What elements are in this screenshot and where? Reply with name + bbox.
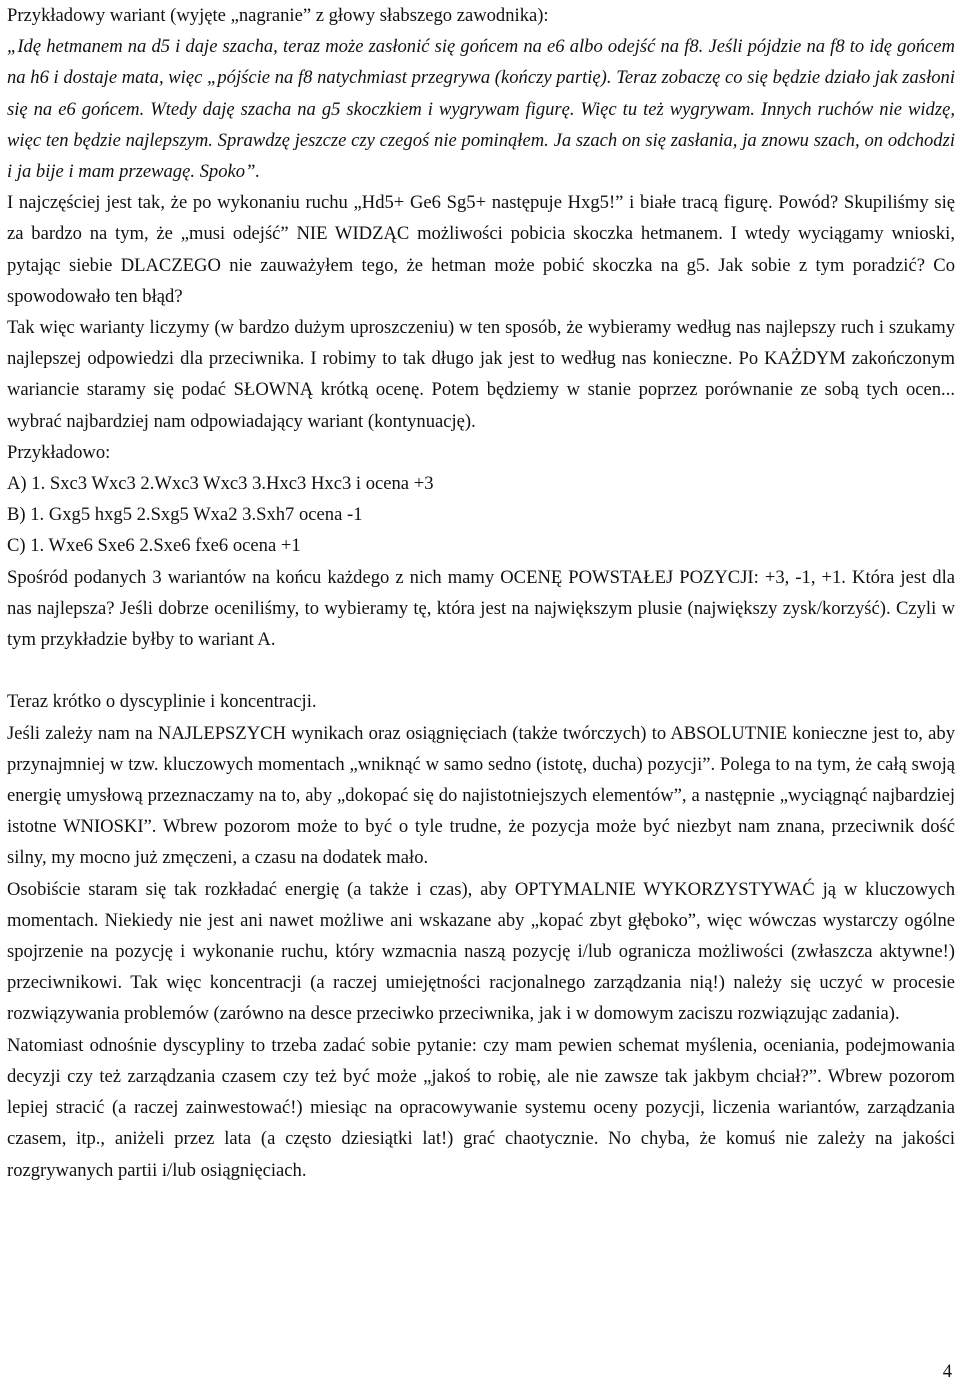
variant-c: C) 1. Wxe6 Sxe6 2.Sxe6 fxe6 ocena +1 bbox=[7, 535, 301, 557]
blank-line bbox=[7, 655, 955, 686]
section-heading-discipline: Teraz krótko o dyscyplinie i koncentracji. bbox=[7, 691, 317, 713]
paragraph-evaluation: Spośród podanych 3 wariantów na końcu każdego z nich mamy OCENĘ POWSTAŁEJ POZYCJI: +3, -1, +1. Która jest dla nas najlepsza? Jeśli dobrze oceniliśmy, to wybieramy tę, która jest na największym plusie (największy zysk/korzyść). Czyli w tym przykładzie byłby to wariant A. bbox=[7, 566, 955, 651]
quoted-thought-process: „Idę hetmanem na d5 i daje szacha, teraz może zasłonić się gońcem na e6 albo odejść na f8. Jeśli pójdzie na f8 to idę gońcem na h6 i dostaje mata, więc „pójście na f8 natychmiast przegrywa (kończy partię). Teraz zobaczę co się będzie działo jak zasłoni się na e6 gońcem. Wtedy daję szacha na g5 skoczkiem i wygrywam figurę. Więc tu też wygrywam. Innych ruchów nie widzę, więc ten będzie najlepszym. Sprawdzę jeszcze czy czegoś nie pominąłem. Ja szach on się zasłania, ja znowu szach, on odchodzi i ja bije i mam przewagę. Spoko”. bbox=[7, 36, 955, 183]
paragraph-personally: Osobiście staram się tak rozkładać energię (a także i czas), aby OPTYMALNIE WYKORZYSTYWAĆ ją w kluczowych momentach. Niekiedy nie jest ani nawet możliwe ani wskazane aby „kopać zbyt głęboko”, więc wówczas wystarczy ogólne spojrzenie na pozycję i wykonanie ruchu, który wzmacnia naszą pozycję i/lub ogranicza możliwości (zwłaszcza aktywne!) przeciwnikowi. Tak więc koncentracji (a raczej umiejętności racjonalnego zarządzania nią!) należy się uczyć w procesie rozwiązywania problemów (zarówno na desce przeciwko przeciwnika, jak i w domowym zaciszu rozwiązując zadania). bbox=[7, 878, 955, 1025]
paragraph-discipline: Natomiast odnośnie dyscypliny to trzeba zadać sobie pytanie: czy mam pewien schemat myślenia, oceniania, podejmowania decyzji czy też zarządzania czasem czy też być może „jakoś to robię, ale nie zawsze tak jakbym chciał?”. Wbrew pozorom lepiej stracić (a raczej zainwestować!) miesiąc na opracowywanie systemu oceny pozycji, liczenia wariantów, zarządzania czasem, itp., aniżeli przez lata (a często dziesiątki lat!) grać chaotycznie. No chyba, że komuś nie zależy na jakości rozgrywanych partii i/lub osiągnięciach. bbox=[7, 1034, 955, 1181]
document-body bbox=[7, 0, 955, 1186]
intro-line: Przykładowy wariant (wyjęte „nagranie” z głowy słabszego zawodnika): bbox=[7, 5, 549, 26]
example-label: Przykładowo: bbox=[7, 441, 111, 463]
paragraph-calculating-variants: Tak więc warianty liczymy (w bardzo dużym uproszczeniu) w ten sposób, że wybieramy według nas najlepszy ruch i szukamy najlepszej odpowiedzi dla przeciwnika. I robimy to tak długo jak jest to według nas konieczne. Po KAŻDYM zakończonym wariancie staramy się podać SŁOWNĄ krótką ocenę. Potem będziemy w stanie poprzez porównanie ze sobą tych ocen... wybrać najbardziej nam odpowiadający wariant (kontynuację). bbox=[7, 317, 955, 432]
paragraph-best-results: Jeśli zależy nam na NAJLEPSZYCH wynikach oraz osiągnięciach (także twórczych) to ABSOLUTNIE konieczne jest to, aby przynajmniej w tzw. kluczowych momentach „wniknąć w samo sedno (istotę, ducha) pozycji”. Polega to na tym, że całą swoją energię umysłową przeznaczamy na to, aby „dokopać się do najistotniejszych elementów”, a następnie „wyciągnąć najbardziej istotne WNIOSKI”. Wbrew pozorom może to być o tyle trudne, że pozycja może być niezbyt nam znana, przeciwnik dość silny, my mocno już zmęczeni, a czasu na dodatek mało. bbox=[7, 722, 955, 869]
paragraph-frequent-mistake: I najczęściej jest tak, że po wykonaniu ruchu „Hd5+ Ge6 Sg5+ następuje Hxg5!” i białe tracą figurę. Powód? Skupiliśmy się za bardzo na tym, że „musi odejść” NIE WIDZĄC możliwości pobicia skoczka hetmanem. I wtedy wyciągamy wnioski, pytając siebie DLACZEGO nie zauważyłem tego, że hetman może pobić skoczka na g5. Jak sobie z tym poradzić? Co spowodowało ten błąd? bbox=[7, 192, 955, 307]
page-number: 4 bbox=[942, 1361, 952, 1382]
variant-b: B) 1. Gxg5 hxg5 2.Sxg5 Wxa2 3.Sxh7 ocena -1 bbox=[7, 504, 363, 526]
variant-a: A) 1. Sxc3 Wxc3 2.Wxc3 Wxc3 3.Hxc3 Hxc3 i ocena +3 bbox=[7, 473, 434, 495]
